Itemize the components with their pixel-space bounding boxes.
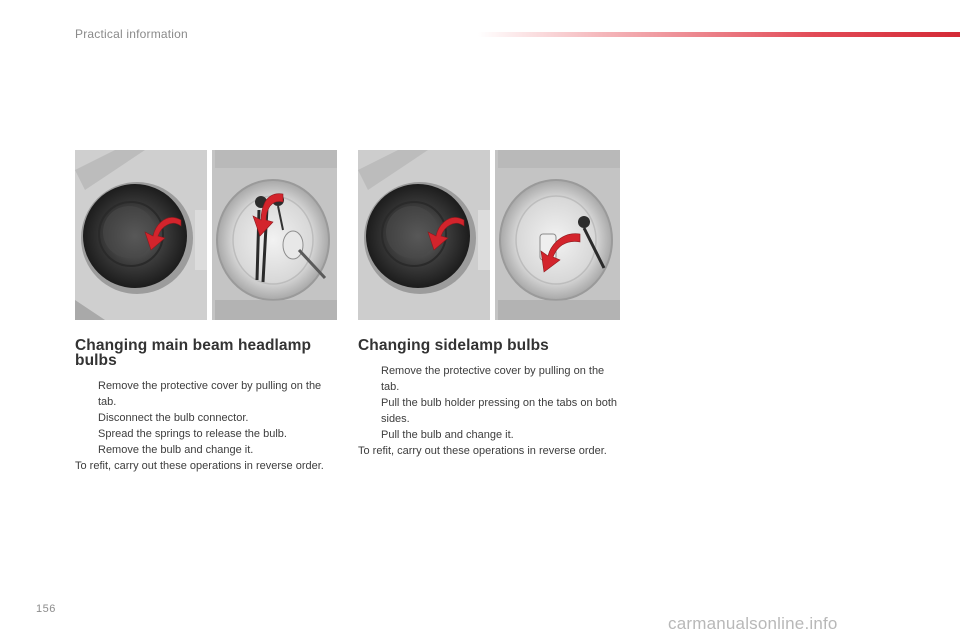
step-text: Remove the protective cover by pulling on the tab. <box>381 365 605 393</box>
photo-main-beam <box>75 150 337 320</box>
sidelamp-illustration <box>358 150 620 320</box>
section-sidelamp <box>358 338 624 459</box>
section-title: Changing main beam headlamp bulbs <box>75 337 312 369</box>
photo-sidelamp <box>358 150 620 320</box>
refit-note: To refit, carry out these operations in reverse order. <box>358 445 607 457</box>
step-text: Pull the bulb and change it. <box>381 429 514 441</box>
page-number: 156 <box>36 603 56 615</box>
step-item <box>358 395 624 427</box>
header-title: Practical information <box>75 27 188 41</box>
step-item <box>75 426 341 442</box>
step-text: Disconnect the bulb connector. <box>98 412 249 424</box>
main-beam-illustration <box>75 150 337 320</box>
step-text: Pull the bulb holder pressing on the tabs on both sides. <box>381 397 618 425</box>
step-item <box>75 378 341 410</box>
section-main-beam <box>75 338 341 474</box>
header-accent-bar <box>478 32 960 37</box>
watermark: carmanualsonline.info <box>668 614 838 633</box>
step-item <box>75 410 341 426</box>
refit-note: To refit, carry out these operations in reverse order. <box>75 460 324 472</box>
section-title: Changing sidelamp bulbs <box>358 337 549 354</box>
step-text: Remove the bulb and change it. <box>98 444 254 456</box>
step-text: Spread the springs to release the bulb. <box>98 428 287 440</box>
step-item <box>358 427 624 443</box>
step-text: Remove the protective cover by pulling on the tab. <box>98 380 322 408</box>
step-item <box>358 363 624 395</box>
step-item <box>75 442 341 458</box>
